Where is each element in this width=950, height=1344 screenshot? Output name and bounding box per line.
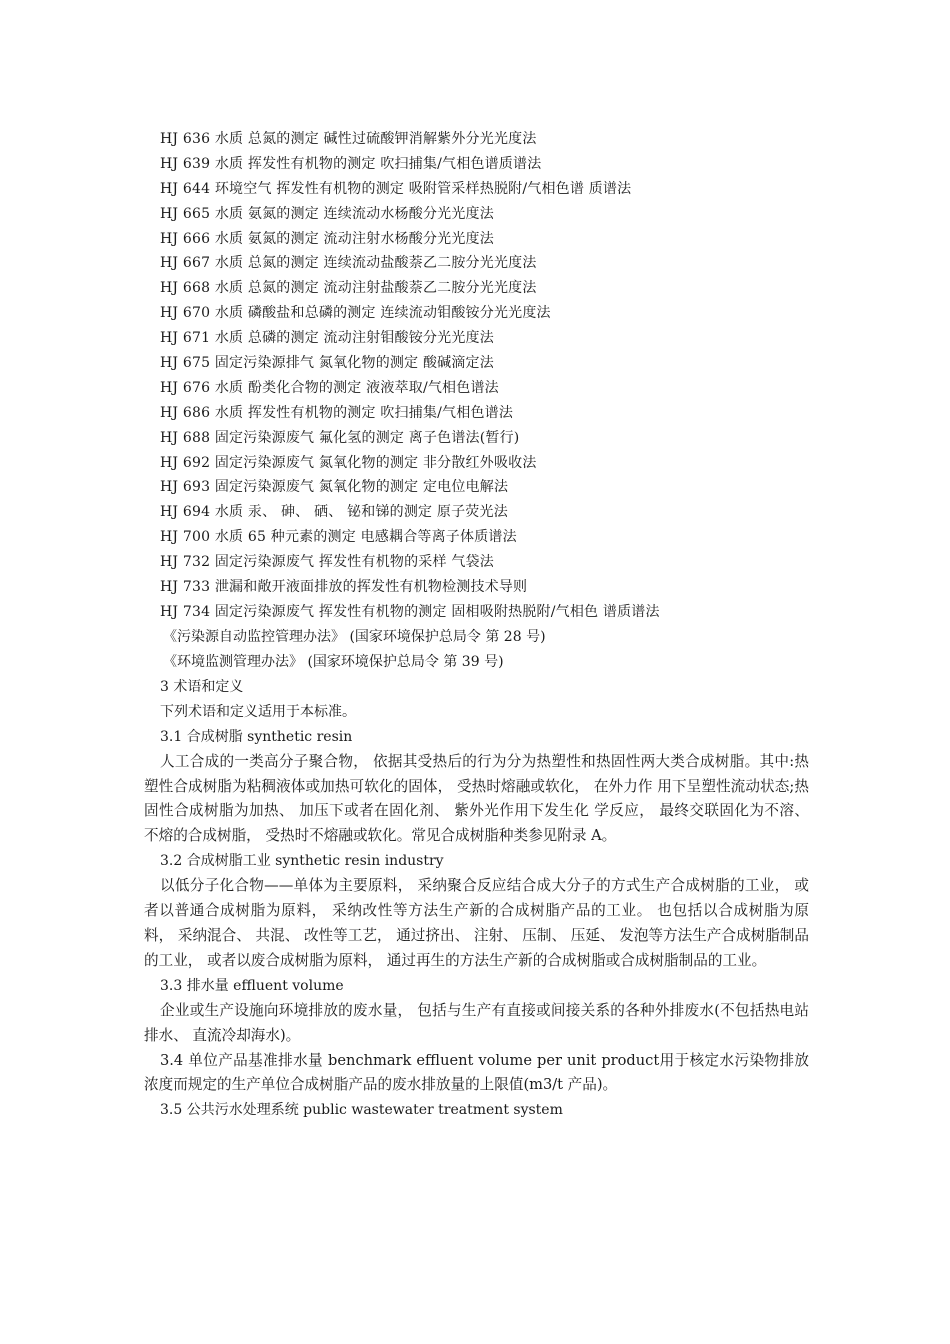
reference-item: HJ 670 水质 磷酸盐和总磷的测定 连续流动钼酸铵分光光度法 xyxy=(160,305,551,322)
reference-item: HJ 636 水质 总氮的测定 碱性过硫酸钾消解紫外分光光度法 xyxy=(160,131,537,147)
reference-item: HJ 734 固定污染源废气 挥发性有机物的测定 固相吸附热脱附/气相色 谱质谱法 xyxy=(160,603,660,620)
term-definition-3-1: 人工合成的一类高分子聚合物， 依据其受热后的行为分为热塑性和热固性两大类合成树脂。其中:热塑性合成树脂为粘稠液体或加热可软化的固体， 受热时熔融或软化， 在外力作 用下呈塑性流动状态;热固性合成树脂为加热、 加压下或者在固化剂、 紫外光作用下发生化 学反应， 最终交联固化为不溶、 不熔的合成树脂， 受热时不熔融或软化。常见合成树脂种类参见附录 A。 xyxy=(144,752,809,845)
reference-item: HJ 671 水质 总磷的测定 流动注射钼酸铵分光光度法 xyxy=(160,330,494,347)
decree-item: 《环境监测管理办法》 (国家环境保护总局令 第 39 号) xyxy=(163,653,504,670)
reference-item: HJ 676 水质 酚类化合物的测定 液液萃取/气相色谱法 xyxy=(160,379,499,396)
reference-item: HJ 644 环境空气 挥发性有机物的测定 吸附管采样热脱附/气相色谱 质谱法 xyxy=(160,180,632,197)
term-definition-3-4: 用于核定水污染物排放浓度而规定的生产单位合成树脂产品的废水排放量的上限值(m3/t 产品)。 xyxy=(144,1051,809,1094)
decree-item: 《污染源自动监控管理办法》 (国家环境保护总局令 第 28 号) xyxy=(163,629,546,645)
reference-item: HJ 693 固定污染源废气 氮氧化物的测定 定电位电解法 xyxy=(160,479,509,496)
reference-item: HJ 686 水质 挥发性有机物的测定 吹扫捕集/气相色谱法 xyxy=(160,404,514,421)
section-heading: 3 术语和定义 xyxy=(160,679,244,695)
reference-item: HJ 688 固定污染源废气 氟化氢的测定 离子色谱法(暂行) xyxy=(160,429,520,446)
section-3 xyxy=(144,675,809,1123)
term-heading-3-2: 3.2 合成树脂工业 synthetic resin industry xyxy=(160,853,444,870)
normative-references-list xyxy=(160,127,860,625)
reference-item: HJ 694 水质 汞、 砷、 硒、 铋和锑的测定 原子荧光法 xyxy=(160,504,508,521)
reference-item: HJ 700 水质 65 种元素的测定 电感耦合等离子体质谱法 xyxy=(160,529,517,546)
term-definition-3-3: 企业或生产设施向环境排放的废水量， 包括与生产有直接或间接关系的各种外排废水(不包括热电站排水、 直流冷却海水)。 xyxy=(144,1001,809,1044)
reference-item: HJ 665 水质 氨氮的测定 连续流动水杨酸分光光度法 xyxy=(160,205,494,222)
decree-list xyxy=(163,625,863,675)
term-3-4 xyxy=(144,1049,809,1099)
reference-item: HJ 733 泄漏和敞开液面排放的挥发性有机物检测技术导则 xyxy=(160,579,528,596)
reference-item: HJ 668 水质 总氮的测定 流动注射盐酸萘乙二胺分光光度法 xyxy=(160,280,537,297)
term-heading-3-5: 3.5 公共污水处理系统 public wastewater treatment system xyxy=(160,1102,563,1119)
reference-item: HJ 639 水质 挥发性有机物的测定 吹扫捕集/气相色谱质谱法 xyxy=(160,155,542,172)
reference-item: HJ 667 水质 总氮的测定 连续流动盐酸萘乙二胺分光光度法 xyxy=(160,255,537,272)
term-heading-3-1: 3.1 合成树脂 synthetic resin xyxy=(160,728,353,745)
term-heading-3-4: 3.4 单位产品基准排水量 benchmark effluent volume per unit product xyxy=(160,1051,660,1069)
reference-item: HJ 666 水质 氨氮的测定 流动注射水杨酸分光光度法 xyxy=(160,230,494,247)
reference-item: HJ 675 固定污染源排气 氮氧化物的测定 酸碱滴定法 xyxy=(160,355,494,372)
reference-item: HJ 692 固定污染源废气 氮氧化物的测定 非分散红外吸收法 xyxy=(160,454,537,471)
term-heading-3-3: 3.3 排水量 effluent volume xyxy=(160,977,344,994)
reference-item: HJ 732 固定污染源废气 挥发性有机物的采样 气袋法 xyxy=(160,554,494,571)
section-intro: 下列术语和定义适用于本标准。 xyxy=(160,703,356,720)
term-definition-3-2: 以低分子化合物——单体为主要原料， 采纳聚合反应结合成大分子的方式生产合成树脂的工业， 或者以普通合成树脂为原料， 采纳改性等方法生产新的合成树脂产品的工业。 也包括以合成树脂为原料， 采纳混合、 共混、 改性等工艺， 通过挤出、 注射、 压制、 压延、 发泡等方法生产合成树脂制品的工业， 或者以废合成树脂为原料， 通过再生的方法生产新的合成树脂或合成树脂制品的工业。 xyxy=(144,877,809,969)
